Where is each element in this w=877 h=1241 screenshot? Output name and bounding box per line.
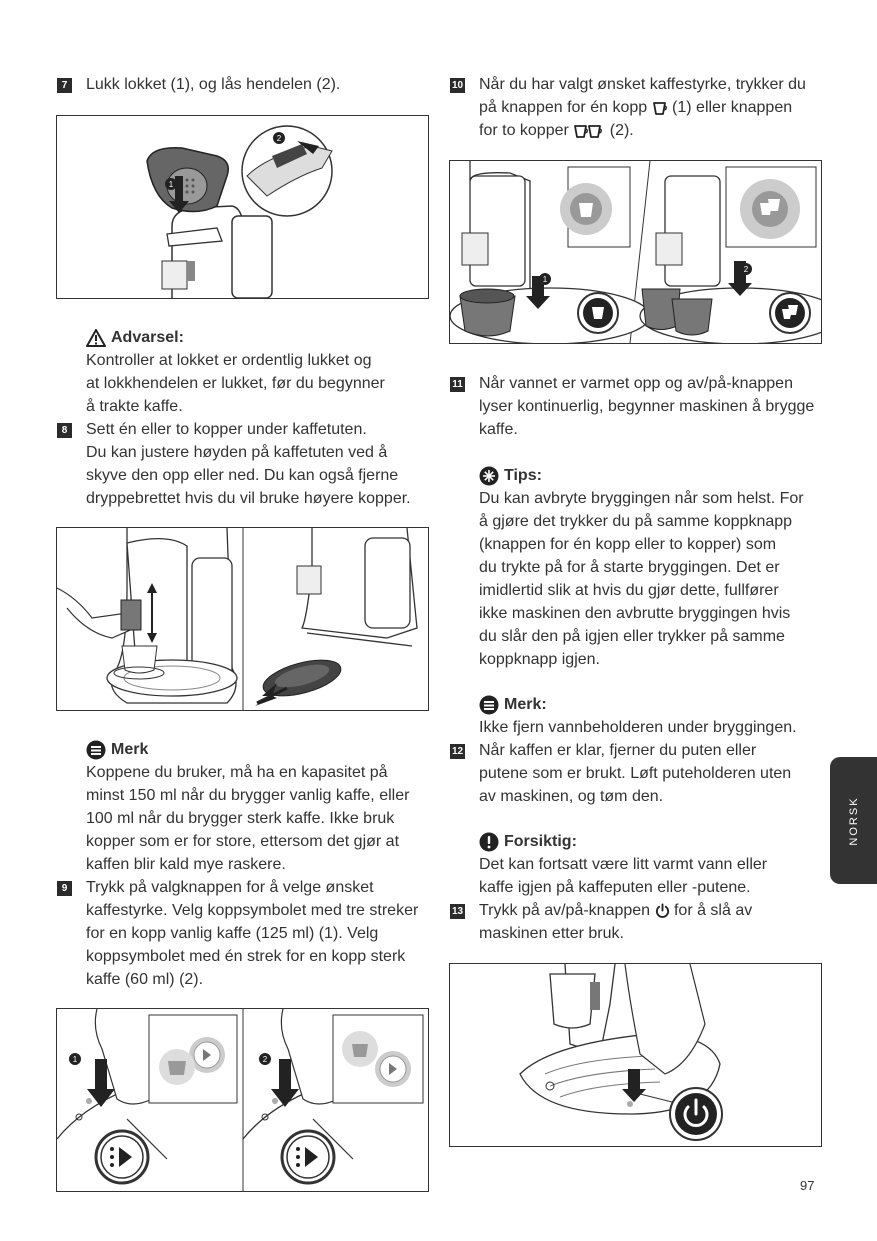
language-tab	[830, 757, 877, 884]
step-9-number: 9	[57, 881, 72, 896]
note-2-line-1: Ikke fjern vannbeholderen under bryggingen.	[479, 719, 797, 736]
fig7-callout-2: 2	[276, 134, 282, 143]
note-1-line-2: minst 150 ml når du brygger vanlig kaffe, eller	[86, 787, 410, 804]
step-12-line-3: av maskinen, og tøm den.	[479, 788, 664, 805]
fig9-callout-1: 1	[72, 1055, 78, 1064]
step-9-line-2: kaffestyrke. Velg koppsymbolet med tre streker	[86, 902, 419, 919]
warning-line-2: at lokkhendelen er lukket, før du begynner	[86, 375, 385, 392]
note-2-heading	[479, 694, 547, 717]
caution-icon	[479, 832, 499, 852]
page-number: 97	[800, 1178, 815, 1193]
language-tab-label: NORSK	[847, 795, 860, 846]
note-icon	[86, 740, 106, 760]
tips-line-4: du trykte på for å starte bryggingen. Det er	[479, 559, 780, 576]
tips-line-1: Du kan avbryte bryggingen når som helst. For	[479, 490, 804, 507]
one-cup-icon	[652, 100, 668, 116]
note-1-line-4: kopper som er for store, ettersom det gjør at	[86, 833, 400, 850]
figure-step-13	[449, 963, 822, 1147]
step-8-line-4: dryppebrettet hvis du vil bruke høyere kopper.	[86, 490, 411, 507]
tips-line-2: å gjøre det trykker du på samme koppknapp	[479, 513, 793, 530]
step-10-line-2a: på knappen for én kopp	[479, 99, 648, 116]
tips-line-5: imidlertid slik at hvis du gjør dette, fullfører	[479, 582, 779, 599]
tips-line-3: (knappen for én kopp eller to kopper) som	[479, 536, 777, 553]
power-icon	[655, 903, 670, 918]
note-1-line-1: Koppene du bruker, må ha en kapasitet på	[86, 764, 388, 781]
step-13-line-1a: Trykk på av/på-knappen	[479, 902, 651, 919]
step-12-line-2: putene som er brukt. Løft puteholderen uten	[479, 765, 792, 782]
step-10-line-3b: (2).	[609, 122, 634, 139]
tips-line-6: ikke maskinen den avbrutte bryggingen hvis	[479, 605, 791, 622]
step-10-number: 10	[451, 80, 464, 91]
tips-title: Tips:	[504, 467, 542, 484]
step-12-number: 12	[451, 746, 464, 757]
note-2-title: Merk:	[504, 696, 547, 713]
step-8-line-2: Du kan justere høyden på kaffetuten ved å	[86, 444, 388, 461]
step-9-line-1: Trykk på valgknappen for å velge ønsket	[86, 879, 374, 896]
step-8-number: 8	[57, 423, 72, 438]
step-13-line-1b: for å slå av	[673, 902, 753, 919]
fig10-callout-2: 2	[743, 265, 749, 274]
step-10-line-3	[479, 120, 634, 143]
step-11-number: 11	[450, 377, 465, 392]
caution-title: Forsiktig:	[504, 833, 577, 850]
caution-line-1: Det kan fortsatt være litt varmt vann eller	[479, 856, 768, 873]
step-13-line-1	[479, 900, 752, 923]
note-1-line-5: kaffen blir kald mye raskere.	[86, 856, 286, 873]
step-11-line-2: lyser kontinuerlig, begynner maskinen å brygge	[479, 398, 815, 415]
tips-heading	[479, 465, 542, 488]
warning-heading	[86, 327, 184, 350]
step-11-line-3: kaffe.	[479, 421, 518, 438]
step-10-line-2	[479, 97, 792, 120]
step-12-line-1: Når kaffen er klar, fjerner du puten eller	[479, 742, 757, 759]
warning-line-1: Kontroller at lokket er ordentlig lukket og	[86, 352, 372, 369]
tips-icon	[479, 466, 499, 486]
warning-icon	[86, 329, 106, 347]
step-9-line-5: kaffe (60 ml) (2).	[86, 971, 204, 988]
note-icon	[479, 695, 499, 715]
figure-step-9	[56, 1008, 429, 1192]
tips-line-8: koppknapp igjen.	[479, 651, 600, 668]
step-13-number: 13	[451, 906, 464, 917]
figure-step-7	[56, 115, 429, 299]
step-8-line-1: Sett én eller to kopper under kaffetuten.	[86, 421, 367, 438]
note-1-line-3: 100 ml når du brygger sterk kaffe. Ikke bruk	[86, 810, 395, 827]
fig9-callout-2: 2	[262, 1055, 268, 1064]
warning-line-3: å trakte kaffe.	[86, 398, 183, 415]
step-13-line-2: maskinen etter bruk.	[479, 925, 624, 942]
step-9-line-3: for en kopp vanlig kaffe (125 ml) (1). Velg	[86, 925, 379, 942]
step-11-line-1: Når vannet er varmet opp og av/på-knappen	[479, 375, 793, 392]
step-8-line-3: skyve den opp eller ned. Du kan også fjerne	[86, 467, 399, 484]
caution-heading	[479, 831, 577, 854]
fig10-callout-1: 1	[542, 275, 548, 284]
step-7-text: Lukk lokket (1), og lås hendelen (2).	[86, 76, 341, 93]
figure-step-10	[449, 160, 822, 344]
note-1-title: Merk	[111, 741, 149, 758]
step-10-line-2b: (1) eller knappen	[672, 99, 793, 116]
step-10-line-1: Når du har valgt ønsket kaffestyrke, trykker du	[479, 76, 806, 93]
step-10-line-3a: for to kopper	[479, 122, 569, 139]
tips-line-7: du slår den på igjen eller trykker på samme	[479, 628, 785, 645]
warning-title: Advarsel:	[111, 329, 184, 346]
step-9-line-4: koppsymbolet med én strek for en kopp sterk	[86, 948, 406, 965]
figure-step-8	[56, 527, 429, 711]
fig7-callout-1: 1	[168, 180, 174, 189]
step-7-number: 7	[57, 78, 72, 93]
two-cups-icon	[573, 123, 605, 139]
caution-line-2: kaffe igjen på kaffeputen eller -putene.	[479, 879, 751, 896]
note-1-heading	[86, 739, 148, 762]
